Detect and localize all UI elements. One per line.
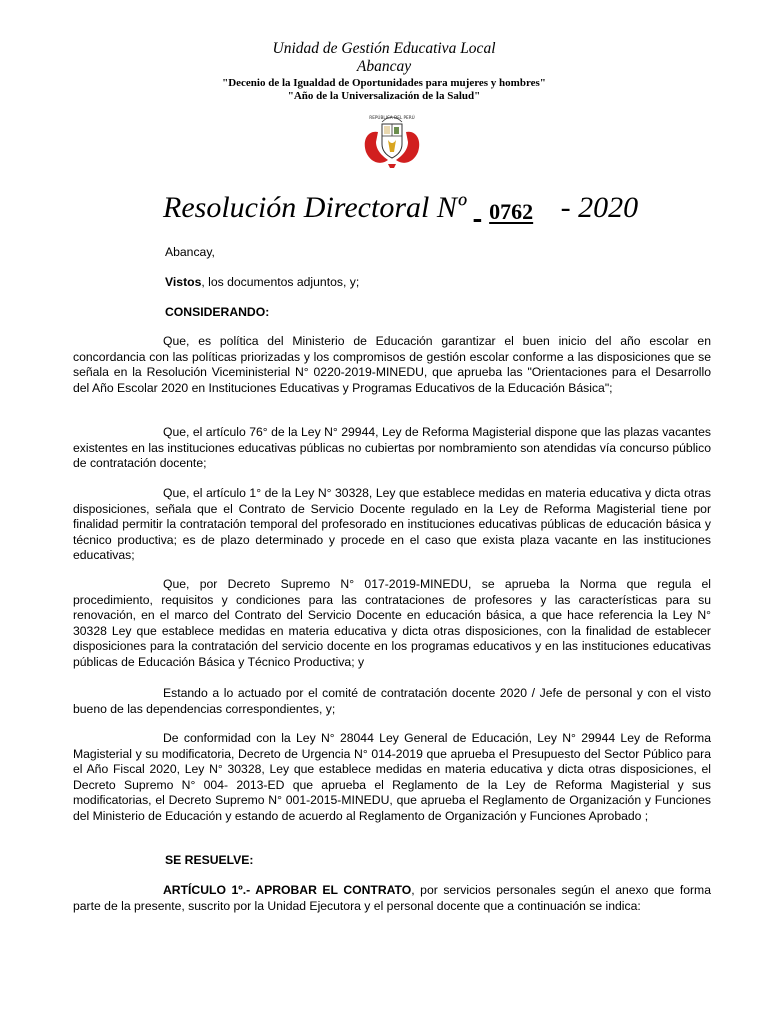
institution-name: Unidad de Gestión Educativa Local bbox=[272, 40, 496, 57]
title-year: - 2020 bbox=[560, 191, 639, 224]
paragraph-1: Que, es política del Ministerio de Educación garantizar el buen inicio del año escolar en concordancia con las políticas priorizadas y los compromisos de gestión escolar conforme a las disposiciones que se señala en la Resolución Viceministerial N° 0220-2019-MINEDU, que aprueba las "Orientaciones para el Desarrollo del Año Escolar 2020 en Instituciones Educativas y Programas Educativos de la Educación Básica"; bbox=[73, 334, 711, 395]
vistos-line bbox=[165, 275, 359, 291]
paragraph-4: Que, por Decreto Supremo N° 017-2019-MINEDU, se aprueba la Norma que regula el procedimiento, requisitos y condiciones para las contrataciones de profesores y las características para su renovación, en el marco del Contrato del Servicio Docente en educación básica, a que hace referencia la Ley N° 30328 Ley que establece medidas en materia educativa y dicta otras disposiciones, con la finalidad de establecer disposiciones para la contratación del servicio docente en los programas educativos y en las instituciones educativas públicas de Educación Básica y Técnico Productiva; y bbox=[73, 577, 711, 669]
vistos-label: Vistos bbox=[165, 275, 202, 289]
resolution-number: 0762 bbox=[489, 199, 534, 224]
vistos-text: , los documentos adjuntos, y; bbox=[201, 275, 360, 289]
article-1-label: ARTÍCULO 1º.- APROBAR EL CONTRATO bbox=[163, 883, 412, 897]
paragraph-6: De conformidad con la Ley N° 28044 Ley General de Educación, Ley N° 29944 Ley de Reforma Magisterial y su modificatoria, Decreto de Urgencia N° 014-2019 que aprueba el Presupuesto del Sector Público para el Año Fiscal 2020, Ley N° 30328, Ley que establece medidas en materia educativa y dicta otras disposiciones, el Decreto Supremo N° 004- 2013-ED que aprueba el Reglamento de la Ley de Reforma Magisterial y sus modificatorias, el Decreto Supremo N° 001-2015-MINEDU, que aprueba el Reglamento de Organización y Funciones del Ministerio de Educación y estando de acuerdo al Reglamento de Organización y Funciones Aprobado ; bbox=[73, 731, 711, 823]
title-prefix: Resolución Directoral Nº bbox=[163, 191, 467, 224]
place-line: Abancay, bbox=[165, 245, 215, 259]
se-resuelve-heading: SE RESUELVE: bbox=[165, 853, 254, 867]
decade-motto: "Decenio de la Igualdad de Oportunidades para mujeres y hombres" bbox=[222, 77, 546, 89]
paragraph-3: Que, el artículo 1° de la Ley N° 30328, Ley que establece medidas en materia educativa y dicta otras disposiciones, señala que el Contrato de Servicio Docente regulado en la Ley de Reforma Magisterial tiene por finalidad permitir la contratación temporal del profesorado en instituciones educativas públicas de educación básica y técnico productiva; es de plazo determinado y procede en el caso que exista plaza vacante en las instituciones educativas; bbox=[73, 486, 711, 563]
considerando-heading: CONSIDERANDO: bbox=[165, 305, 270, 319]
institution-city: Abancay bbox=[356, 58, 412, 75]
paragraph-2: Que, el artículo 76° de la Ley N° 29944, Ley de Reforma Magisterial dispone que las plazas vacantes existentes en las instituciones educativas públicas no cubiertas por nombramiento son atendidas vía concurso público de contratación docente; bbox=[73, 425, 711, 471]
seal-text: REPÚBLICA DEL PERÚ bbox=[369, 115, 415, 120]
article-1-text: , por servicios personales según el anexo que forma parte de la presente, suscrito por la Unidad Ejecutora y el personal docente que a continuación se indica: bbox=[73, 883, 711, 913]
paragraph-5: Estando a lo actuado por el comité de contratación docente 2020 / Jefe de personal y con el visto bueno de las dependencias correspondientes, y; bbox=[73, 686, 711, 716]
article-1 bbox=[73, 883, 711, 914]
peru-coat-of-arms-icon bbox=[358, 110, 426, 172]
year-motto: "Año de la Universalización de la Salud" bbox=[287, 90, 481, 102]
resolution-title bbox=[163, 188, 638, 230]
